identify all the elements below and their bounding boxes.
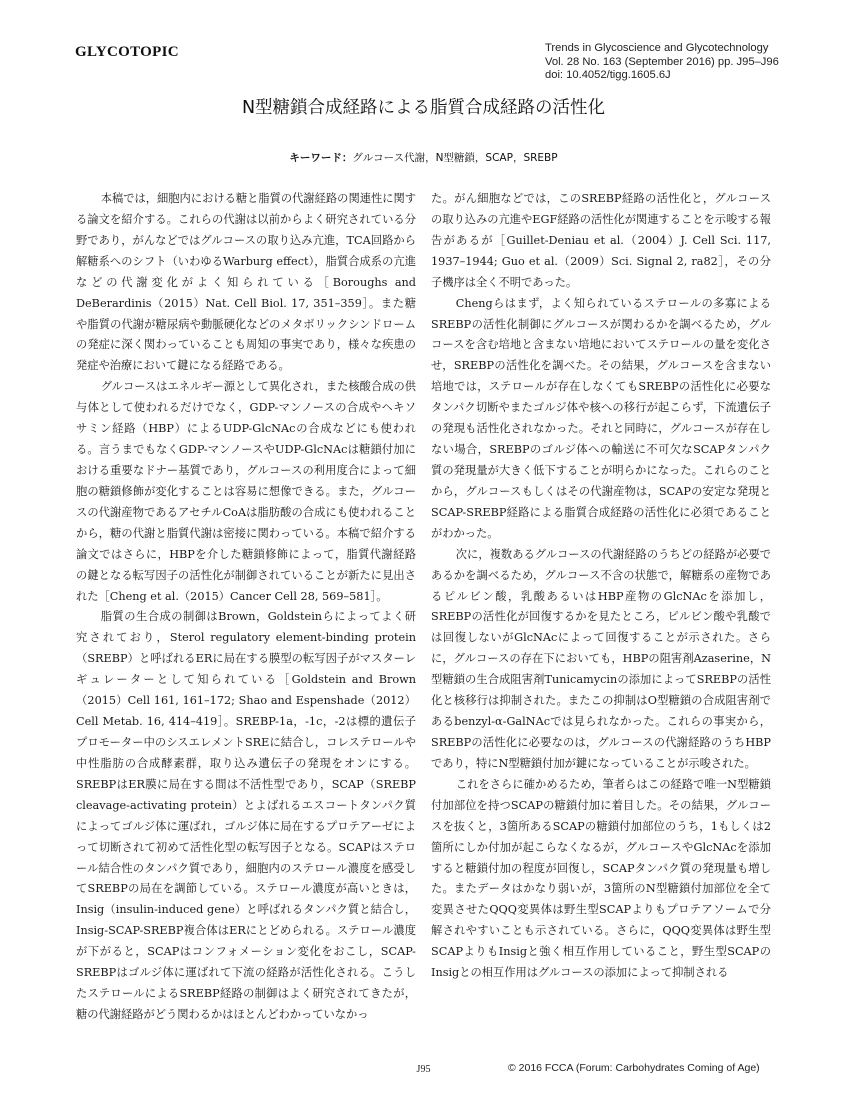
paragraph: グルコースはエネルギー源として異化され，また核酸合成の供与体として使われるだけでなく，GDP-マンノースの合成やヘキソサミン経路（HBP）によるUDP-GlcNAcの合成などにも使われる。言うまでもなくGDP-マンノースやUDP-GlcNAcは糖鎖付加における重要なドナー基質であり，グルコースの利用度合によって細胞の糖鎖修飾が変化することは容易に想像できる。また，グルコースの代謝産物であるアセチルCoAは脂肪酸の合成にも使われることから，糖の代謝と脂質代謝は密接に関わっている。本稿で紹介する論文ではさらに，HBPを介した糖鎖修飾によって，脂質代謝経路の鍵となる転写因子の活性化が制御されていることが新たに見出された［Cheng et al.（2015）Cancer Cell 28, 569–581］。	[76, 380, 416, 603]
left-column	[76, 189, 416, 1026]
page-number: J95	[416, 1064, 431, 1075]
paragraph: これをさらに確かめるため，筆者らはこの経路で唯一N型糖鎖付加部位を持つSCAPの糖鎖付加に着目した。その結果，グルコースを抜くと，3箇所あるSCAPの糖鎖付加部位のうち，1もしくは2箇所にしか付加が起こらなくなるが，グルコースやGlcNAcを添加すると糖鎖付加の程度が回復し，SCAPタンパク質の発現量も増した。またデータはかなり弱いが，3箇所のN型糖鎖付加部位を全て変異させたQQQ変異体は野生型SCAPよりもプロテアソームで分解されやすいことも示されている。さらに，QQQ変異体は野生型SCAPよりもInsigと強く相互作用していること，野生型SCAPのInsigとの相互作用はグルコースの添加によって抑制される	[431, 777, 771, 980]
journal-volume: Vol. 28 No. 163 (September 2016) pp. J95–J96	[545, 55, 779, 68]
paragraph: 次に，複数あるグルコースの代謝経路のうちどの経路が必要であるかを調べるため，グルコース不含の状態で，解糖系の産物であるピルビン酸，乳酸あるいはHBP産物のGlcNAcを添加し，SREBPの活性化が回復するかを見たところ，ピルビン酸や乳酸では回復しないがGlcNAcによって回復することが示された。さらに，グルコースの存在下においても，HBPの阻害剤Azaserine，N型糖鎖の生合成阻害剤Tunicamycinの添加によってSREBPの活性化と核移行は抑制された。またこの抑制はO型糖鎖の合成阻害剤であるbenzyl-α-GalNAcでは見られなかった。これらの事実から，SREBPの活性化に必要なのは，グルコースの代謝経路のうちHBPであり，特にN型糖鎖付加が鍵になっていることが示唆された。	[431, 547, 771, 770]
journal-name: Trends in Glycoscience and Glycotechnology	[545, 42, 769, 54]
paragraph: Chengらはまず，よく知られているステロールの多寡によるSREBPの活性化制御にグルコースが関わるかを調べるため，グルコースを含む培地と含まない培地においてステロールの量を変化させ，SREBPの活性化を調べた。その結果，グルコースを含まない培地では，ステロールが存在しなくてもSREBPの活性化に必要なタンパク切断やまたゴルジ体や核への移行が起こらず，下流遺伝子の発現も活性化されなかった。それと同時に，グルコースが存在しない場合，SREBPのゴルジ体への輸送に不可欠なSCAPタンパク質の発現量が大きく低下することが明らかになった。これらのことから，グルコースもしくはその代謝産物は，SCAPの安定な発現とSCAP-SREBP経路による脂質合成経路の活性化に必須であることがわかった。	[431, 296, 771, 540]
paragraph: 脂質の生合成の制御はBrown，Goldsteinらによってよく研究されており，Sterol regulatory element-binding protein（SREBP）と呼ばれるERに局在する膜型の転写因子がマスターレギュレーターとして知られている［Goldstein and Brown（2015）Cell 161, 161–172; Shao and Espenshade（2012）Cell Metab. 16, 414–419］。SREBP-1a，-1c，-2は標的遺伝子プロモーター中のシスエレメントSREに結合し，コレステロールや中性脂肪の合成酵素群，取り込み遺伝子の発現をオンにする。SREBPはER膜に局在する間は不活性型であり，SCAP（SREBP cleavage-activating protein）とよばれるエスコートタンパク質によってゴルジ体に運ばれ，ゴルジ体に局在するプロテアーゼによって切断されて初めて活性化型の転写因子となる。SCAPはステロール結合性のタンパク質であり，細胞内のステロール濃度を感受してSREBPの局在を調節している。ステロール濃度が高いときは，Insig（insulin-induced gene）と呼ばれるタンパク質と結合し，Insig-SCAP-SREBP複合体はERにとどめられる。ステロール濃度が下がると，SCAPはコンフォメーション変化をおこし，SCAP-SREBPはゴルジ体に運ばれて下流の経路が活性化される。こうしたステロールによるSREBP経路の制御はよく研究されてきたが，糖の代謝経路がどう関わるかはほとんどわかっていなかっ	[76, 610, 416, 1021]
right-column	[431, 189, 771, 984]
paragraph: 本稿では，細胞内における糖と脂質の代謝経路の関連性に関する論文を紹介する。これらの代謝は以前からよく研究されている分野であり，がんなどではグルコースの取り込み亢進，TCA回路から解糖系へのシフト（いわゆるWarburg effect），脂質合成系の亢進などの代謝変化がよく知られている［Boroughs and DeBerardinis（2015）Nat. Cell Biol. 17, 351–359］。また糖や脂質の代謝が糖尿病や動脈硬化などのメタボリックシンドロームの発症に深く関わっていることも周知の事実であり，様々な疾患の発症や治療において鍵になる経路である。	[76, 192, 416, 373]
keywords-label: キーワード：	[289, 152, 353, 164]
keywords	[0, 150, 847, 165]
article-title: N型糖鎖合成経路による脂質合成経路の活性化	[241, 98, 606, 118]
paragraph-continuation: た。がん細胞などでは，このSREBP経路の活性化と，グルコースの取り込みの亢進やEGF経路の活性化が関連することを示唆する報告があるが［Guillet-Deniau et al.（2004）J. Cell Sci. 117, 1937–1944; Guo et al.（2009）Sci. Signal 2, ra82］，その分子機序は全く不明であった。	[431, 192, 772, 289]
section-label: GLYCOTOPIC	[75, 44, 179, 60]
copyright: © 2016 FCCA (Forum: Carbohydrates Coming of Age)	[508, 1062, 760, 1074]
journal-doi: doi: 10.4052/tigg.1605.6J	[545, 69, 671, 81]
keywords-value: グルコース代謝，N型糖鎖，SCAP，SREBP	[352, 152, 558, 164]
journal-info	[545, 42, 779, 83]
